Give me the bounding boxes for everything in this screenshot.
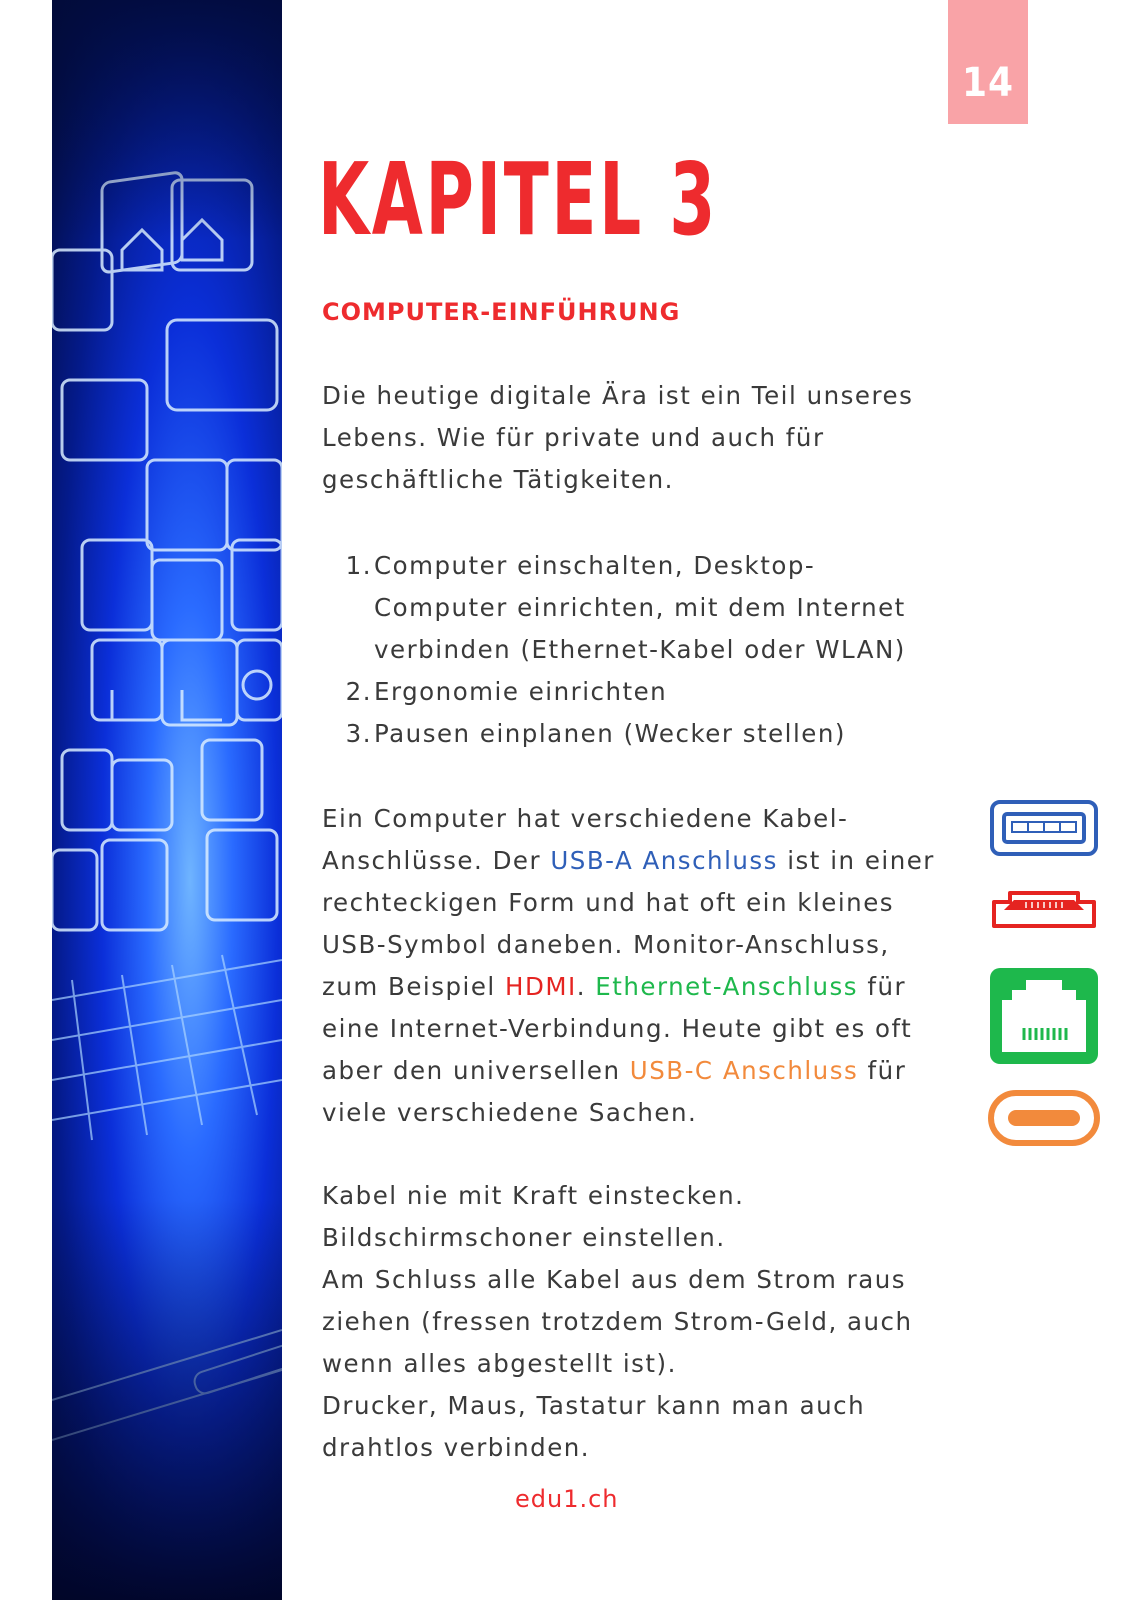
intro-line: Lebens. Wie für private und auch für bbox=[322, 423, 825, 452]
list-item bbox=[322, 671, 972, 713]
list-line: Pausen einplanen (Wecker stellen) bbox=[374, 719, 846, 748]
paragraph-line: Kabel nie mit Kraft einstecken. bbox=[322, 1181, 745, 1210]
list-item bbox=[322, 545, 972, 671]
text-span: . bbox=[576, 972, 596, 1001]
list-line: verbinden (Ethernet-Kabel oder WLAN) bbox=[374, 635, 906, 664]
hdmi-highlight: HDMI bbox=[505, 972, 577, 1001]
page-number-box bbox=[948, 0, 1028, 124]
paragraph-line: wenn alles abgestellt ist). bbox=[322, 1349, 677, 1378]
usb-c-highlight: USB-C Anschluss bbox=[629, 1056, 859, 1085]
list-item bbox=[322, 713, 972, 755]
usb-c-port-icon bbox=[988, 1090, 1100, 1146]
list-number: 2. bbox=[345, 677, 372, 706]
paragraph-line bbox=[322, 966, 972, 1008]
text-span: zum Beispiel bbox=[322, 972, 506, 1001]
list-number: 3. bbox=[345, 719, 372, 748]
paragraph-line: eine Internet-Verbindung. Heute gibt es oft bbox=[322, 1014, 913, 1043]
side-illustration bbox=[52, 0, 282, 1600]
intro-line: geschäftliche Tätigkeiten. bbox=[322, 465, 674, 494]
footer-website: edu1.ch bbox=[515, 1485, 619, 1513]
chapter-title: KAPITEL 3 bbox=[318, 141, 718, 258]
list-number: 1. bbox=[345, 551, 372, 580]
text-span: aber den universellen bbox=[322, 1056, 630, 1085]
paragraph-line: ziehen (fressen trotzdem Strom-Geld, auch bbox=[322, 1307, 913, 1336]
paragraph-line bbox=[322, 1050, 972, 1092]
list-line: Ergonomie einrichten bbox=[374, 677, 668, 706]
paragraph-line: Drucker, Maus, Tastatur kann man auch bbox=[322, 1391, 866, 1420]
steps-list bbox=[322, 545, 972, 755]
list-text bbox=[374, 671, 972, 713]
list-line: Computer einrichten, mit dem Internet bbox=[374, 593, 906, 622]
list-text bbox=[374, 545, 972, 671]
text-span: für bbox=[858, 1056, 907, 1085]
hdmi-port-icon bbox=[990, 890, 1098, 930]
paragraph-line: Am Schluss alle Kabel aus dem Strom raus bbox=[322, 1265, 907, 1294]
tips-paragraph bbox=[322, 1175, 972, 1469]
intro-paragraph bbox=[322, 375, 972, 501]
text-span: Anschlüsse. Der bbox=[322, 846, 551, 875]
tech-collage-graphic bbox=[52, 0, 282, 1600]
usb-a-highlight: USB-A Anschluss bbox=[550, 846, 778, 875]
list-line: Computer einschalten, Desktop- bbox=[374, 551, 816, 580]
paragraph-line: viele verschiedene Sachen. bbox=[322, 1098, 698, 1127]
ethernet-port-icon bbox=[990, 968, 1098, 1064]
paragraph-line: drahtlos verbinden. bbox=[322, 1433, 591, 1462]
text-span: für bbox=[858, 972, 907, 1001]
ethernet-highlight: Ethernet-Anschluss bbox=[595, 972, 859, 1001]
page-number: 14 bbox=[961, 60, 1015, 106]
paragraph-line bbox=[322, 840, 972, 882]
chapter-subtitle: COMPUTER-EINFÜHRUNG bbox=[322, 298, 681, 326]
paragraph-line: rechteckigen Form und hat oft ein kleines bbox=[322, 888, 895, 917]
intro-line: Die heutige digitale Ära ist ein Teil unseres bbox=[322, 381, 914, 410]
text-span: ist in einer bbox=[777, 846, 935, 875]
ports-paragraph bbox=[322, 798, 972, 1134]
paragraph-line: USB-Symbol daneben. Monitor-Anschluss, bbox=[322, 930, 890, 959]
paragraph-line: Bildschirmschoner einstellen. bbox=[322, 1223, 726, 1252]
paragraph-line: Ein Computer hat verschiedene Kabel- bbox=[322, 804, 849, 833]
list-text bbox=[374, 713, 972, 755]
usb-a-port-icon bbox=[990, 800, 1098, 856]
